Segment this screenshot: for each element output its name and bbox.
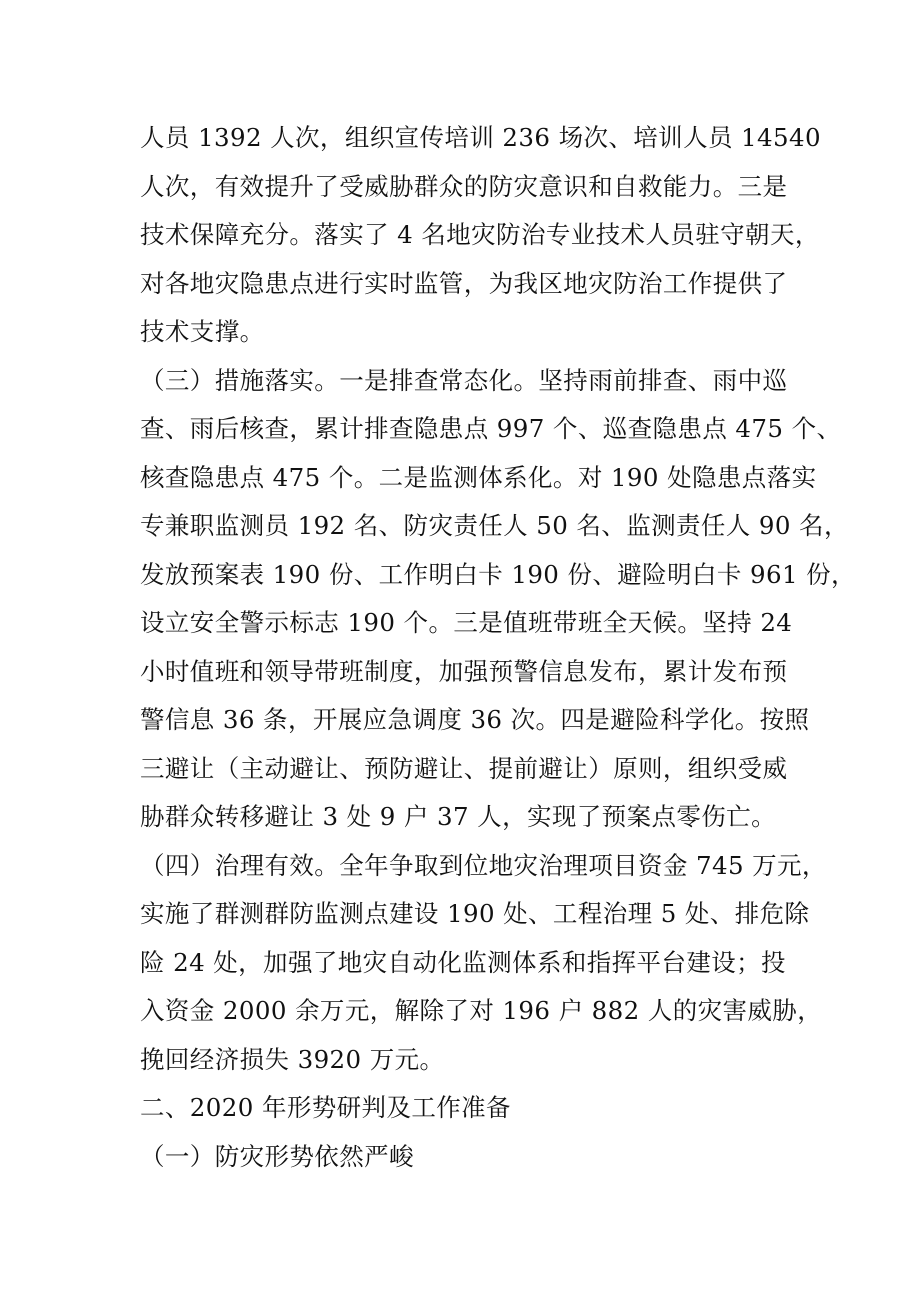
text-line-10: 发放预案表 190 份、工作明白卡 190 份、避险明白卡 961 份，	[140, 559, 856, 589]
section-3-heading-line: （三）措施落实。一是排查常态化。坚持雨前排查、雨中巡	[140, 365, 788, 395]
text-line-3: 技术保障充分。落实了 4 名地灾防治专业技术人员驻守朝天，	[140, 220, 820, 249]
text-line-7: 查、雨后核查，累计排查隐患点 997 个、巡查隐患点 475 个、	[140, 414, 842, 443]
subsection-1-heading: （一）防灾形势依然严峻	[140, 1141, 414, 1171]
text-line-14: 三避让（主动避让、预防避让、提前避让）原则，组织受威	[140, 753, 788, 783]
text-line-8: 核查隐患点 475 个。二是监测体系化。对 190 处隐患点落实	[140, 462, 817, 492]
text-line-17: 实施了群测群防监测点建设 190 处、工程治理 5 处、排危除	[140, 899, 810, 928]
text-line-19: 入资金 2000 余万元，解除了对 196 户 882 人的灾害威胁，	[140, 996, 823, 1025]
text-line-11: 设立安全警示标志 190 个。三是值班带班全天候。坚持 24	[140, 608, 793, 637]
text-line-12: 小时值班和领导带班制度，加强预警信息发布，累计发布预	[140, 656, 788, 686]
text-line-18: 险 24 处，加强了地灾自动化监测体系和指挥平台建设；投	[140, 947, 786, 977]
text-line-5: 技术支撑。	[140, 317, 265, 346]
text-line-2: 人次，有效提升了受威胁群众的防灾意识和自救能力。三是	[140, 171, 788, 201]
section-4-heading-line: （四）治理有效。全年争取到位地灾治理项目资金 745 万元，	[140, 850, 827, 880]
text-line-4: 对各地灾隐患点进行实时监管，为我区地灾防治工作提供了	[140, 268, 788, 298]
text-line-1: 人员 1392 人次，组织宣传培训 236 场次、培训人员 14540	[140, 123, 821, 152]
text-line-20: 挽回经济损失 3920 万元。	[140, 1044, 445, 1074]
text-line-13: 警信息 36 条，开展应急调度 36 次。四是避险科学化。按照	[140, 705, 810, 734]
chapter-2-heading: 二、2020 年形势研判及工作准备	[140, 1093, 511, 1122]
document-body	[140, 114, 856, 1181]
text-line-9: 专兼职监测员 192 名、防灾责任人 50 名、监测责任人 90 名，	[140, 511, 849, 540]
text-line-15: 胁群众转移避让 3 处 9 户 37 人，实现了预案点零伤亡。	[140, 802, 776, 831]
